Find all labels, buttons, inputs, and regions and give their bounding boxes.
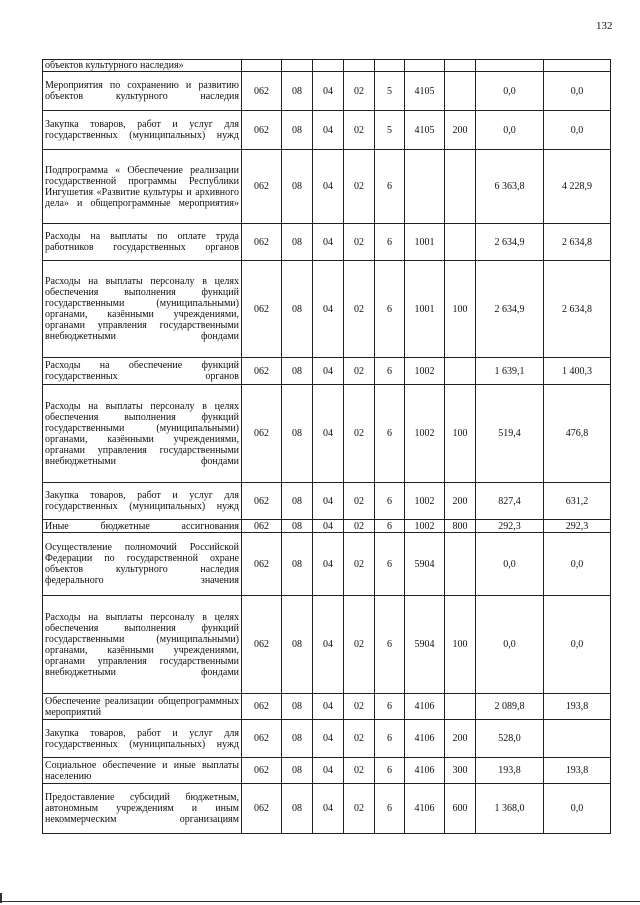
row-program-code: 02: [344, 694, 375, 720]
row-expense-type-code: 600: [445, 784, 476, 834]
row-name: Расходы на выплаты персоналу в целях обеспечения выполнения функций государственными (муниципальными) органами, казёнными учреждениями, органами управления государственными внебюджетными фондами: [43, 596, 242, 694]
row-section-code: 08: [282, 596, 313, 694]
row-amount-2: 193,8: [544, 694, 611, 720]
row-name: Подпрограмма « Обеспечение реализации государственной программы Республики Ингушетия «Развитие культуры и архивного дела» и общепрограммные мероприятия»: [43, 150, 242, 224]
row-expense-type-code: [445, 72, 476, 111]
row-name: Закупка товаров, работ и услуг для государственных (муниципальных) нужд: [43, 720, 242, 758]
table-row: [43, 483, 611, 520]
row-admin-code: 062: [242, 694, 282, 720]
row-program-code: 02: [344, 261, 375, 358]
row-section-code: 08: [282, 694, 313, 720]
row-expense-type-code: 100: [445, 261, 476, 358]
row-section-code: 08: [282, 483, 313, 520]
row-amount-1: 519,4: [476, 385, 544, 483]
row-expense-type-code: [445, 150, 476, 224]
row-admin-code: 062: [242, 483, 282, 520]
row-subprogram-code: 6: [375, 784, 405, 834]
row-subprogram-code: 6: [375, 596, 405, 694]
row-section-code: 08: [282, 758, 313, 784]
row-section-code: 08: [282, 224, 313, 261]
row-section-code: 08: [282, 520, 313, 533]
row-amount-2: [544, 60, 611, 72]
table-row: [43, 385, 611, 483]
row-section-code: 08: [282, 358, 313, 385]
row-section-code: 08: [282, 784, 313, 834]
row-name: Расходы на обеспечение функций государственных органов: [43, 358, 242, 385]
table-row: [43, 784, 611, 834]
row-expense-type-code: [445, 60, 476, 72]
row-subsection-code: 04: [313, 358, 344, 385]
row-expense-type-code: 100: [445, 596, 476, 694]
row-direction-code: 4106: [405, 720, 445, 758]
row-name: объектов культурного наследия»: [43, 60, 242, 72]
row-amount-1: 2 089,8: [476, 694, 544, 720]
row-subsection-code: 04: [313, 720, 344, 758]
row-admin-code: 062: [242, 784, 282, 834]
table-row: [43, 520, 611, 533]
row-subsection-code: 04: [313, 483, 344, 520]
row-subprogram-code: [375, 60, 405, 72]
table-row: [43, 758, 611, 784]
row-direction-code: [405, 150, 445, 224]
row-name: Социальное обеспечение и иные выплаты населению: [43, 758, 242, 784]
row-program-code: 02: [344, 720, 375, 758]
row-program-code: 02: [344, 758, 375, 784]
row-section-code: 08: [282, 385, 313, 483]
table-row: [43, 111, 611, 150]
row-amount-1: 292,3: [476, 520, 544, 533]
row-program-code: 02: [344, 358, 375, 385]
row-amount-2: 193,8: [544, 758, 611, 784]
row-direction-code: 4106: [405, 694, 445, 720]
row-direction-code: 1001: [405, 261, 445, 358]
row-admin-code: 062: [242, 758, 282, 784]
row-name: Закупка товаров, работ и услуг для государственных (муниципальных) нужд: [43, 483, 242, 520]
row-expense-type-code: [445, 224, 476, 261]
row-expense-type-code: [445, 694, 476, 720]
row-program-code: 02: [344, 224, 375, 261]
table-row: [43, 224, 611, 261]
row-amount-2: 0,0: [544, 784, 611, 834]
row-expense-type-code: 200: [445, 720, 476, 758]
row-program-code: 02: [344, 150, 375, 224]
row-section-code: 08: [282, 720, 313, 758]
row-expense-type-code: 800: [445, 520, 476, 533]
table-row: [43, 694, 611, 720]
row-amount-1: 1 639,1: [476, 358, 544, 385]
row-program-code: 02: [344, 385, 375, 483]
row-subsection-code: 04: [313, 72, 344, 111]
row-direction-code: 4106: [405, 758, 445, 784]
row-name: Предоставление субсидий бюджетным, автономным учреждениям и иным некоммерческим организациям: [43, 784, 242, 834]
row-admin-code: 062: [242, 150, 282, 224]
row-amount-2: 0,0: [544, 596, 611, 694]
row-direction-code: 1002: [405, 358, 445, 385]
row-expense-type-code: [445, 533, 476, 596]
row-subsection-code: 04: [313, 261, 344, 358]
row-amount-1: 0,0: [476, 72, 544, 111]
row-amount-2: [544, 720, 611, 758]
row-subprogram-code: 6: [375, 358, 405, 385]
row-subprogram-code: 6: [375, 150, 405, 224]
row-subsection-code: 04: [313, 784, 344, 834]
table-body: [43, 60, 611, 834]
row-subprogram-code: 6: [375, 694, 405, 720]
row-subprogram-code: 6: [375, 520, 405, 533]
row-admin-code: 062: [242, 224, 282, 261]
budget-table: [42, 59, 611, 834]
row-amount-2: 0,0: [544, 111, 611, 150]
table-row: [43, 72, 611, 111]
row-subprogram-code: 6: [375, 261, 405, 358]
row-admin-code: 062: [242, 533, 282, 596]
row-subsection-code: 04: [313, 533, 344, 596]
row-expense-type-code: 200: [445, 483, 476, 520]
table-row: [43, 596, 611, 694]
row-program-code: 02: [344, 784, 375, 834]
row-subsection-code: 04: [313, 111, 344, 150]
row-program-code: 02: [344, 111, 375, 150]
row-subprogram-code: 6: [375, 224, 405, 261]
row-name: Осуществление полномочий Российской Федерации по государственной охране объектов культурного наследия федерального значения: [43, 533, 242, 596]
row-name: Обеспечение реализации общепрограммных мероприятий: [43, 694, 242, 720]
row-program-code: [344, 60, 375, 72]
row-admin-code: 062: [242, 111, 282, 150]
row-amount-2: 631,2: [544, 483, 611, 520]
row-subsection-code: [313, 60, 344, 72]
row-amount-2: 476,8: [544, 385, 611, 483]
row-amount-2: 2 634,8: [544, 224, 611, 261]
row-direction-code: 4105: [405, 111, 445, 150]
row-subprogram-code: 6: [375, 385, 405, 483]
row-direction-code: 5904: [405, 596, 445, 694]
row-subsection-code: 04: [313, 596, 344, 694]
row-direction-code: 1001: [405, 224, 445, 261]
page-number: 132: [596, 20, 613, 32]
row-section-code: 08: [282, 72, 313, 111]
row-subprogram-code: 6: [375, 533, 405, 596]
row-admin-code: 062: [242, 72, 282, 111]
row-direction-code: 5904: [405, 533, 445, 596]
row-subsection-code: 04: [313, 758, 344, 784]
row-amount-1: [476, 60, 544, 72]
row-subprogram-code: 5: [375, 111, 405, 150]
row-program-code: 02: [344, 533, 375, 596]
row-expense-type-code: 200: [445, 111, 476, 150]
row-name: Мероприятия по сохранению и развитию объектов культурного наследия: [43, 72, 242, 111]
row-subprogram-code: 6: [375, 758, 405, 784]
row-section-code: 08: [282, 261, 313, 358]
row-amount-1: 1 368,0: [476, 784, 544, 834]
row-amount-1: 0,0: [476, 533, 544, 596]
row-amount-2: 0,0: [544, 533, 611, 596]
page-bottom-line: [0, 901, 640, 902]
table-row: [43, 720, 611, 758]
row-amount-1: 193,8: [476, 758, 544, 784]
row-amount-2: 1 400,3: [544, 358, 611, 385]
row-amount-2: 292,3: [544, 520, 611, 533]
row-amount-1: 827,4: [476, 483, 544, 520]
row-admin-code: 062: [242, 520, 282, 533]
table-row: [43, 261, 611, 358]
row-direction-code: [405, 60, 445, 72]
row-section-code: 08: [282, 533, 313, 596]
row-direction-code: 1002: [405, 483, 445, 520]
row-amount-1: 0,0: [476, 596, 544, 694]
row-subprogram-code: 5: [375, 72, 405, 111]
row-section-code: 08: [282, 150, 313, 224]
row-expense-type-code: [445, 358, 476, 385]
row-program-code: 02: [344, 520, 375, 533]
row-name: Расходы на выплаты персоналу в целях обеспечения выполнения функций государственными (муниципальными) органами, казёнными учреждениями, органами управления государственными внебюджетными фондами: [43, 261, 242, 358]
table-row: [43, 60, 611, 72]
row-subprogram-code: 6: [375, 483, 405, 520]
row-amount-2: 0,0: [544, 72, 611, 111]
row-expense-type-code: 100: [445, 385, 476, 483]
table-row: [43, 533, 611, 596]
row-expense-type-code: 300: [445, 758, 476, 784]
row-amount-1: 0,0: [476, 111, 544, 150]
row-subsection-code: 04: [313, 150, 344, 224]
row-subprogram-code: 6: [375, 720, 405, 758]
row-amount-1: 2 634,9: [476, 261, 544, 358]
row-amount-1: 528,0: [476, 720, 544, 758]
row-amount-2: 2 634,8: [544, 261, 611, 358]
row-admin-code: 062: [242, 720, 282, 758]
row-section-code: [282, 60, 313, 72]
row-subsection-code: 04: [313, 224, 344, 261]
row-subsection-code: 04: [313, 385, 344, 483]
row-admin-code: 062: [242, 385, 282, 483]
row-amount-1: 2 634,9: [476, 224, 544, 261]
row-admin-code: [242, 60, 282, 72]
row-program-code: 02: [344, 596, 375, 694]
row-amount-2: 4 228,9: [544, 150, 611, 224]
row-name: Закупка товаров, работ и услуг для государственных (муниципальных) нужд: [43, 111, 242, 150]
row-admin-code: 062: [242, 358, 282, 385]
row-subsection-code: 04: [313, 694, 344, 720]
row-program-code: 02: [344, 72, 375, 111]
row-direction-code: 1002: [405, 520, 445, 533]
row-direction-code: 4105: [405, 72, 445, 111]
row-program-code: 02: [344, 483, 375, 520]
row-name: Расходы на выплаты по оплате труда работников государственных органов: [43, 224, 242, 261]
row-direction-code: 4106: [405, 784, 445, 834]
table-row: [43, 358, 611, 385]
row-section-code: 08: [282, 111, 313, 150]
row-admin-code: 062: [242, 596, 282, 694]
row-subsection-code: 04: [313, 520, 344, 533]
row-name: Иные бюджетные ассигнования: [43, 520, 242, 533]
row-admin-code: 062: [242, 261, 282, 358]
row-direction-code: 1002: [405, 385, 445, 483]
table-row: [43, 150, 611, 224]
row-amount-1: 6 363,8: [476, 150, 544, 224]
row-name: Расходы на выплаты персоналу в целях обеспечения выполнения функций государственными (муниципальными) органами, казёнными учреждениями, органами управления государственными внебюджетными фондами: [43, 385, 242, 483]
